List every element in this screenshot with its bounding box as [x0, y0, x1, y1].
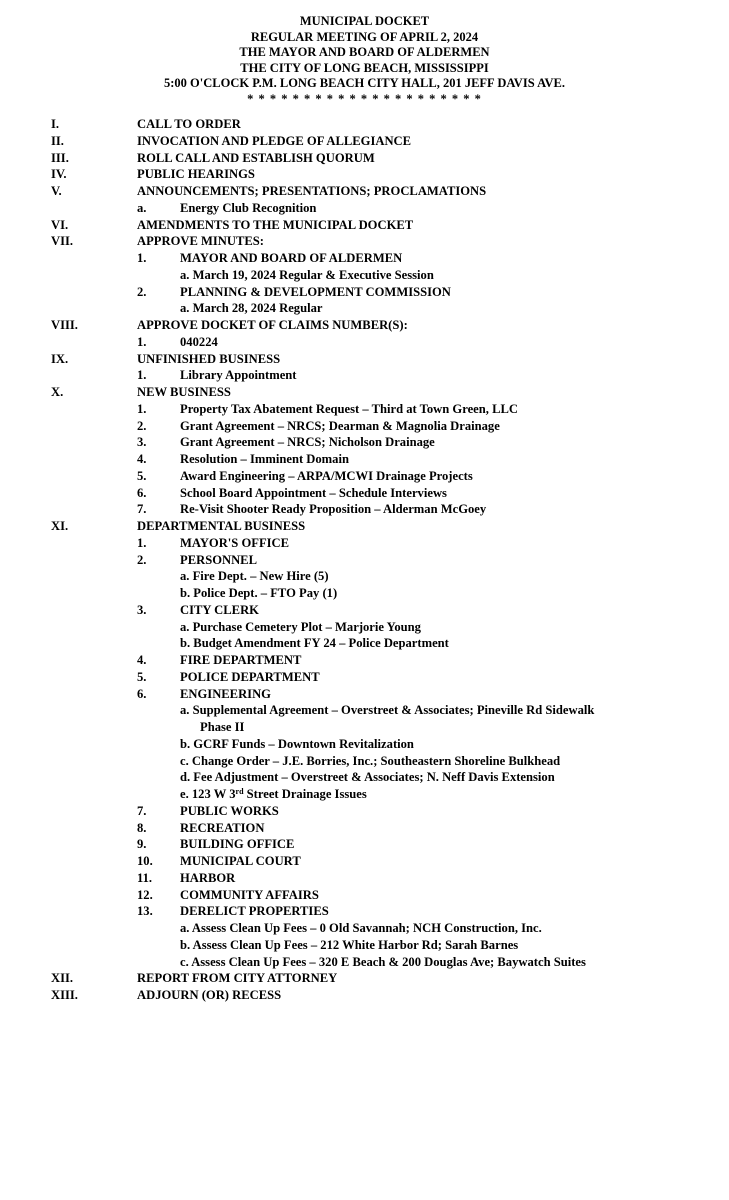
agenda-item-ix	[0, 351, 729, 368]
sub-item	[0, 535, 729, 552]
sub-item	[0, 250, 729, 267]
item-number: IV.	[51, 167, 67, 182]
item-label: AMENDMENTS TO THE MUNICIPAL DOCKET	[137, 217, 414, 232]
item-number: VIII.	[51, 318, 78, 332]
sub-item-label: MAYOR'S OFFICE	[180, 535, 290, 550]
sub-item-number: 4.	[137, 452, 147, 466]
item-number: X.	[51, 385, 64, 399]
lettered-item	[0, 753, 729, 770]
sub-item	[0, 652, 729, 669]
sub-item	[0, 686, 729, 703]
sub-item-number: 7.	[137, 803, 147, 818]
sub-item-label: POLICE DEPARTMENT	[180, 669, 320, 684]
item-number: VI.	[51, 217, 69, 232]
ordinal-suffix: rd	[235, 787, 244, 796]
sub-item	[0, 501, 729, 518]
lettered-item-label: a. Purchase Cemetery Plot – Marjorie Young	[180, 619, 421, 634]
sub-item-number: 1.	[137, 334, 147, 349]
lettered-item	[0, 937, 729, 954]
agenda-item-iii	[0, 150, 729, 167]
agenda-item-ii	[0, 133, 729, 150]
lettered-item	[0, 568, 729, 585]
sub-item-label: BUILDING OFFICE	[180, 837, 295, 852]
sub-item	[0, 468, 729, 485]
sub-item	[0, 887, 729, 904]
item-label: ROLL CALL AND ESTABLISH QUORUM	[137, 150, 375, 165]
sub-item-number: 1.	[137, 535, 147, 550]
lettered-item-label: b. Budget Amendment FY 24 – Police Department	[180, 636, 449, 651]
item-label: INVOCATION AND PLEDGE OF ALLEGIANCE	[137, 133, 412, 148]
sub-item	[0, 367, 729, 384]
item-number: VII.	[51, 234, 74, 249]
lettered-item	[0, 769, 729, 786]
agenda-item-v	[0, 183, 729, 200]
sub-item-number: 6.	[137, 686, 147, 701]
sub-item-label: HARBOR	[180, 870, 236, 885]
item-number: XIII.	[51, 988, 78, 1002]
governing-body: THE MAYOR AND BOARD OF ALDERMEN	[239, 45, 490, 60]
sub-item-number: 2.	[137, 552, 147, 567]
sub-item	[0, 602, 729, 619]
sub-item	[0, 418, 729, 435]
sub-item-label: Energy Club Recognition	[180, 200, 317, 215]
sub-item-number: 8.	[137, 820, 147, 835]
sub-item	[0, 853, 729, 870]
agenda-item-xiii	[0, 987, 729, 1004]
sub-item-number: 1.	[137, 251, 147, 265]
sub-item	[0, 401, 729, 418]
item-number: II.	[51, 133, 64, 148]
lettered-item	[0, 702, 729, 719]
item-label: DEPARTMENTAL BUSINESS	[137, 519, 306, 533]
lettered-item-text: e. 123 W 3	[180, 787, 236, 801]
sub-item-number: 5.	[137, 669, 147, 684]
sub-item	[0, 870, 729, 887]
sub-item-label: School Board Appointment – Schedule Interviews	[180, 485, 447, 500]
sub-item-label: PUBLIC WORKS	[180, 803, 279, 818]
item-number: I.	[51, 117, 60, 131]
sub-item-label: PLANNING & DEVELOPMENT COMMISSION	[180, 284, 451, 299]
sub-item-label: Grant Agreement – NRCS; Dearman & Magnolia Drainage	[180, 418, 500, 433]
agenda-item-i	[0, 116, 729, 133]
agenda-item-xii	[0, 970, 729, 987]
sub-item-number: 2.	[137, 284, 147, 299]
lettered-item-label: a. Supplemental Agreement – Overstreet & Associates; Pineville Rd Sidewalk	[180, 703, 595, 718]
sub-item-label: MUNICIPAL COURT	[180, 854, 301, 868]
sub-item	[0, 434, 729, 451]
lettered-item-label: b. GCRF Funds – Downtown Revitalization	[180, 736, 414, 751]
sub-item-number: 11.	[137, 870, 153, 885]
sub-item-number: 13.	[137, 904, 153, 919]
sub-item-label: Award Engineering – ARPA/MCWI Drainage Projects	[180, 468, 473, 483]
lettered-item-text-end: Street Drainage Issues	[243, 787, 367, 801]
sub-item-label: Re-Visit Shooter Ready Proposition – Alderman McGoey	[180, 502, 487, 517]
sub-item-number: 9.	[137, 837, 147, 852]
sub-item-label: RECREATION	[180, 820, 265, 835]
sub-item	[0, 200, 729, 217]
sub-item	[0, 836, 729, 853]
sub-item-number: 3.	[137, 602, 147, 617]
item-label: NEW BUSINESS	[137, 385, 231, 399]
sub-item-label: Property Tax Abatement Request – Third at Town Green, LLC	[180, 401, 518, 416]
sub-item-label: Resolution – Imminent Domain	[180, 452, 349, 466]
agenda-item-vii	[0, 233, 729, 250]
lettered-item	[0, 619, 729, 636]
lettered-item	[0, 585, 729, 602]
sub-item-label: FIRE DEPARTMENT	[180, 653, 302, 667]
sub-item	[0, 903, 729, 920]
sub-item-number: 10.	[137, 854, 153, 868]
item-label: UNFINISHED BUSINESS	[137, 351, 281, 366]
meeting-name: REGULAR MEETING OF APRIL 2, 2024	[250, 29, 479, 44]
lettered-item	[0, 736, 729, 753]
sub-item-number: 6.	[137, 485, 147, 500]
lettered-item-continuation	[0, 719, 729, 736]
item-number: XI.	[51, 519, 69, 533]
sub-item	[0, 552, 729, 569]
lettered-item-label: b. Police Dept. – FTO Pay (1)	[180, 586, 338, 600]
sub-item-label: Grant Agreement – NRCS; Nicholson Drainage	[180, 435, 435, 450]
lettered-item	[0, 954, 729, 971]
item-label: PUBLIC HEARINGS	[137, 167, 255, 182]
sub-item-label: Library Appointment	[180, 368, 297, 383]
item-label: ANNOUNCEMENTS; PRESENTATIONS; PROCLAMATIONS	[137, 184, 487, 198]
sub-item-number: 4.	[137, 653, 147, 667]
docket-header	[0, 14, 729, 108]
sub-item	[0, 803, 729, 820]
agenda-item-viii	[0, 317, 729, 334]
item-number: IX.	[51, 351, 69, 366]
sub-item-number: 2.	[137, 418, 147, 433]
sub-item-number: 7.	[137, 502, 147, 517]
docket-title: MUNICIPAL DOCKET	[299, 14, 430, 28]
sub-item	[0, 451, 729, 468]
lettered-item	[0, 920, 729, 937]
sub-item-label: MAYOR AND BOARD OF ALDERMEN	[180, 251, 403, 265]
lettered-item	[0, 300, 729, 317]
sub-item-label: PERSONNEL	[180, 552, 257, 567]
sub-item-label: COMMUNITY AFFAIRS	[180, 887, 319, 902]
item-number: XII.	[51, 971, 74, 986]
agenda-item-iv	[0, 166, 729, 183]
sub-item-number: a.	[137, 200, 147, 215]
lettered-item-continuation-label: Phase II	[200, 720, 245, 734]
sub-item-label: 040224	[180, 334, 218, 349]
sub-item	[0, 485, 729, 502]
sub-item-label: ENGINEERING	[180, 686, 271, 701]
agenda-item-vi	[0, 217, 729, 234]
lettered-item-label: a. Assess Clean Up Fees – 0 Old Savannah; NCH Construction, Inc.	[180, 921, 542, 935]
lettered-item-label: a. March 28, 2024 Regular	[180, 301, 323, 316]
sub-item-number: 3.	[137, 435, 147, 450]
time-and-place: 5:00 O'CLOCK P.M. LONG BEACH CITY HALL, 201 JEFF DAVIS AVE.	[164, 76, 565, 91]
star-divider: * * * * * * * * * * * * * * * * * * * * *	[247, 91, 482, 106]
item-number: V.	[51, 184, 62, 198]
sub-item-label: DERELICT PROPERTIES	[180, 904, 329, 919]
lettered-item-label	[180, 786, 367, 803]
lettered-item	[0, 786, 729, 803]
item-label: APPROVE DOCKET OF CLAIMS NUMBER(S):	[137, 318, 408, 332]
lettered-item-label: c. Assess Clean Up Fees – 320 E Beach & 200 Douglas Ave; Baywatch Suites	[180, 954, 586, 969]
sub-item-number: 1.	[137, 368, 147, 383]
item-label: REPORT FROM CITY ATTORNEY	[137, 971, 338, 986]
lettered-item	[0, 635, 729, 652]
agenda-item-xi	[0, 518, 729, 535]
lettered-item	[0, 267, 729, 284]
item-label: APPROVE MINUTES:	[137, 234, 264, 249]
sub-item	[0, 820, 729, 837]
agenda-list	[0, 116, 729, 1004]
item-label: ADJOURN (OR) RECESS	[137, 988, 282, 1002]
agenda-item-x	[0, 384, 729, 401]
item-label: CALL TO ORDER	[137, 117, 241, 131]
lettered-item-label: a. March 19, 2024 Regular & Executive Session	[180, 267, 434, 282]
sub-item	[0, 284, 729, 301]
sub-item-label: CITY CLERK	[180, 602, 259, 617]
sub-item-number: 5.	[137, 468, 147, 483]
sub-item-number: 1.	[137, 401, 147, 416]
city-name: THE CITY OF LONG BEACH, MISSISSIPPI	[240, 60, 489, 75]
sub-item-number: 12.	[137, 887, 153, 902]
lettered-item-label: b. Assess Clean Up Fees – 212 White Harbor Rd; Sarah Barnes	[180, 937, 519, 952]
sub-item	[0, 669, 729, 686]
sub-item	[0, 334, 729, 351]
lettered-item-label: c. Change Order – J.E. Borries, Inc.; Southeastern Shoreline Bulkhead	[180, 753, 561, 768]
item-number: III.	[51, 150, 69, 165]
lettered-item-label: d. Fee Adjustment – Overstreet & Associates; N. Neff Davis Extension	[180, 770, 555, 785]
lettered-item-label: a. Fire Dept. – New Hire (5)	[180, 569, 329, 584]
